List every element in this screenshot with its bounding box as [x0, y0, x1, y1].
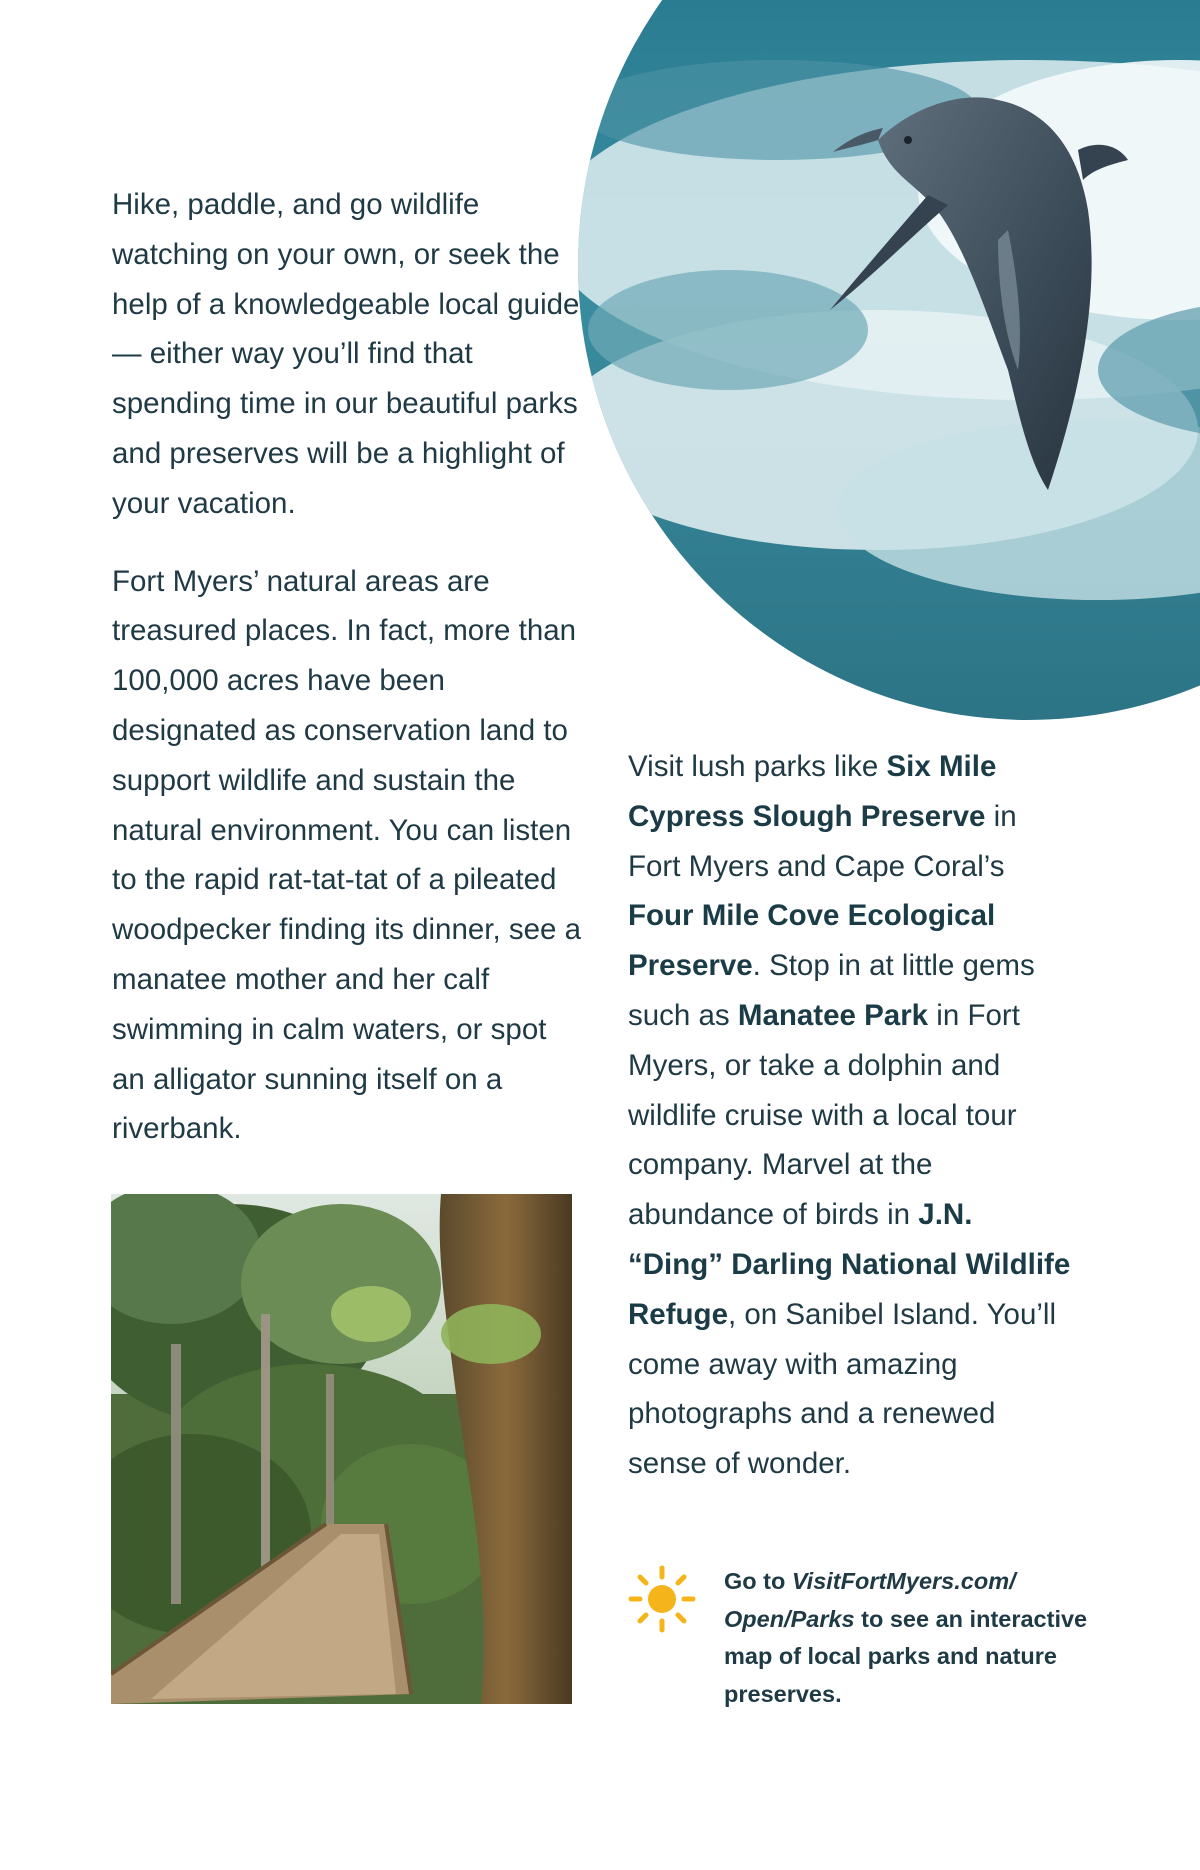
intro-paragraph-1: Hike, paddle, and go wildlife watching on your own, or seek the help of a knowledgeable local guide — either way you’ll find that spending time in our beautiful parks and preserves will be a highlight of your vacation.: [112, 188, 580, 520]
tip-callout: [628, 1563, 1108, 1723]
park-name-manatee: Manatee Park: [737, 998, 929, 1032]
parks-text-4: in Fort Myers, or take a dolphin and wildlife cruise with a local tour company. Marvel at the abundance of birds in: [628, 998, 1020, 1232]
parks-paragraph: [628, 742, 1073, 1489]
right-column: [628, 742, 1073, 1489]
park-name-six-mile: Six Mile Cypress Slough Preserve: [628, 750, 997, 833]
dolphin-photo: [578, 0, 1200, 720]
parks-map-link[interactable]: VisitFortMyers.com/ Open/Parks: [724, 1568, 1016, 1632]
intro-paragraph-2: Fort Myers’ natural areas are treasured places. In fact, more than 100,000 acres have been designated as conservation land to support wildlife and sustain the natural environment. You can listen to the rapid rat-tat-tat of a pileated woodpecker finding its dinner, see a manatee mother and her calf swimming in calm waters, or spot an alligator sunning itself on a riverbank.: [112, 564, 582, 1146]
parks-text-1: Visit lush parks like: [628, 750, 887, 783]
sun-icon: [628, 1565, 696, 1633]
park-name-four-mile: Four Mile Cove Ecological Preserve: [628, 899, 996, 983]
tip-suffix: to see an interactive map of local parks and nature preserves.: [724, 1605, 1088, 1707]
dolphin-illustration: [578, 0, 1200, 720]
left-column: [112, 180, 582, 1182]
park-name-ding-darling: J.N. “Ding” Darling National Wildlife Refuge: [628, 1198, 1071, 1331]
parks-text-3: . Stop in at little gems such as: [628, 949, 1035, 1032]
parks-text-2: in Fort Myers and Cape Coral’s: [628, 799, 1017, 883]
tip-text: [724, 1563, 1104, 1713]
tip-prefix: Go to: [724, 1568, 792, 1594]
parks-text-5: , on Sanibel Island. You’ll come away with amazing photographs and a renewed sense of wonder.: [628, 1297, 1057, 1481]
boardwalk-photo: [111, 1194, 572, 1704]
boardwalk-illustration: [111, 1194, 572, 1704]
